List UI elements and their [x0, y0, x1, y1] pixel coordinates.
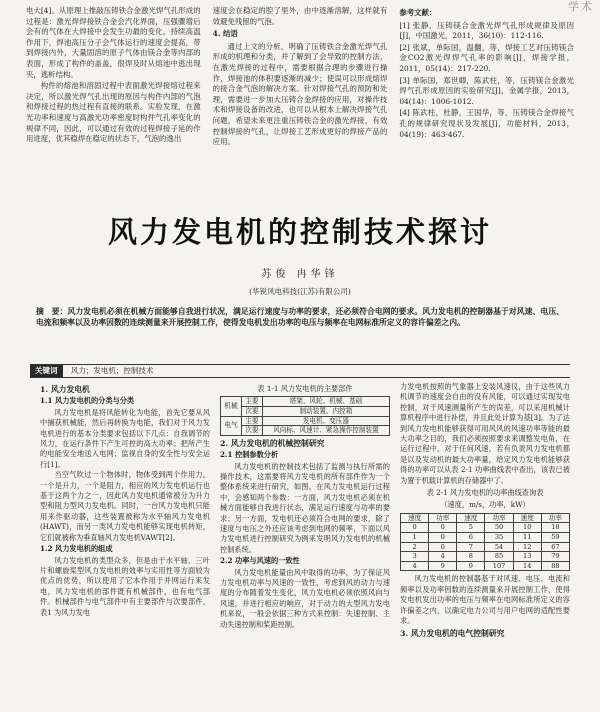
body-column-1: [40, 382, 210, 712]
table-row: [401, 533, 570, 543]
table-row: [221, 416, 390, 426]
reference-item: [1] 张静，压铸镁合金激光焊气孔形成规律及原因[J]，中国激光，2011，36(10)：112-116.: [399, 20, 575, 41]
section-heading: 1. 风力发电机: [40, 385, 90, 394]
table-cell: 0: [429, 523, 457, 533]
paragraph: 风力发电机的类型众多，但是由于水平轴、三叶片和螺旋桨型风力发电机的效率与实用性等方面较为优点的优势，所以使用了它本作用于并网运行来发电，风力发电机的部件既有机械部件，也有电气部件。机械部件与电气部件中有主要部件与次要部件，表1 为风力发电: [40, 555, 210, 617]
table-cell: 10: [513, 523, 541, 533]
paragraph: 电大[4]。从原理上推敲压铸铁合金激光焊气孔形成的过程是：激光焊焊接铁合金会汽化界面，压强骤增后会有的气体在大焊接中会发生功最的变化，持续高温作用下，焊池高压分子会气体运行的速度会提高，带到焊接内外，大量固溶的原子气体由镁合金等内部的表面，形成了构件的盖盖，很焊及时从熔池中逃出现夹，逃析结构。: [26, 6, 201, 79]
table-cell: 54: [485, 542, 513, 552]
subsection-heading: 1.1 风力发电机的分类与分类: [40, 396, 135, 406]
subsection-heading: 1.2 风力发电机的组成: [40, 544, 113, 554]
section-heading: 2. 风力发电机的机械控制研究: [220, 438, 325, 448]
table-cell: 35: [485, 533, 513, 543]
table-cell: 制动装置、内控箱: [262, 407, 389, 417]
paragraph: 风力发电机的控制技术包括了监测与执行所需的操作技术，这需要将风力发电机的所有部件作为一个整体系统来进行研究，如图。在风力发电机运行过程中，会感知两个参数：一方面，风力发电机必须在机械方面能够自我进行状态，满足运行速度与功率的要求；另一方面，发电机还必须符合电网的要求，除了速度与电压之外还应该考虑到电网的频率，下面以风力发电机进行控制研究为例来发明风力发电机的机械控制系统。: [220, 461, 390, 554]
table-header-cell: 功率: [485, 513, 513, 523]
table-cell: 主要: [241, 397, 262, 407]
abstract-label: 摘 要：: [36, 307, 68, 316]
section-heading: 4. 结语: [212, 29, 238, 39]
abstract-text: 风力发电机必须在机械方面能够自我进行状况，满足运行速度与功率的要求，还必须符合电网的要求。风力发电机的控制器基于对风速、电压、电流和频率以及功率因数的连续测量来开展控制工作，使得发电机发出功率的电压与频率在电网标准所定义的容许偏差之内。: [36, 307, 564, 327]
table-cell: 85: [485, 552, 513, 562]
table-cell: 0: [429, 533, 457, 543]
keywords-bar: [30, 364, 570, 378]
paragraph: 力发电机按照的气象器上安装风速仪，由于这些风力机调节的速度会自由的没有风能，可以通过实现发电控制，对于风速测量所产生的误差，可以采用机械计算机程序中进行补偿，并且此处计算为基[3]。为了达到风力发电机能够获得可用风风的风速功率等能的最大功率之目的，我们必须按照要求来调整发电角，在运行过程中，对于任何风速，若有负责风力发电机都是以及发动机的最大功率量，给定风力发电机能够获得的功率可以从表 2-1 功率曲线表中查出，该表已被为置于机载计算机的存储器中了。: [400, 382, 570, 485]
table-cell: 88: [541, 561, 569, 571]
table-cell: 12: [513, 542, 541, 552]
table-cell: 4: [401, 561, 429, 571]
table-cell: 107: [485, 561, 513, 571]
article-title: 风力发电机的控制技术探讨: [107, 215, 492, 249]
table-row: [221, 426, 390, 436]
table-cell: 电气: [221, 416, 242, 435]
table-2-units: （速度，m/s，功率，kW）: [440, 500, 530, 510]
article-authors: 苏俊 冉华锋: [261, 269, 339, 280]
table-cell: 2: [401, 542, 429, 552]
table-2-caption: 表 2-1 风力发电机的功率曲线查询表: [426, 488, 544, 498]
table-header-row: [401, 513, 570, 523]
top-column-2: [213, 6, 388, 196]
table-row: [401, 561, 570, 571]
table-header-cell: 速度: [401, 513, 429, 523]
table-header-cell: 功率: [429, 513, 457, 523]
table-header-cell: 速度: [457, 513, 485, 523]
table-cell: 79: [541, 552, 569, 562]
table-cell: 0: [429, 542, 457, 552]
table-cell: 3: [401, 552, 429, 562]
table-cell: 主要: [241, 416, 262, 426]
keywords-label: 关键词: [30, 365, 63, 377]
references-heading: 参考文献：: [399, 8, 437, 17]
table-header-cell: 功率: [541, 513, 569, 523]
table-row: [401, 552, 570, 562]
table-cell: 9: [429, 561, 457, 571]
table-cell: 4: [429, 552, 457, 562]
table-cell: 机械: [221, 397, 242, 416]
paragraph: 构件的熔池和溶固过程中表面激光焊接熔过程来决定，所以激光焊气孔出现的原因与构件内部的气泡和焊接过程的热过程有直接的联系。实验发现，在激光功率和速度与高激光功率密度时构件气孔率变化的规律不同，因此，可以通过有效的过程焊接子延的作用进度，优其稳焊在稳定的状态下，气泡的逸出: [26, 81, 201, 144]
paragraph: 风力发电机是将风能转化为电能，首先它要从风中捕获机械能，然后再转换为电能，我们对于风力发电机进行的基本分类要求包括以下几点：自我调节的风力，在运行条件下产生可控的高大功率；把所产生的电能安全地送入电网；监视自身的安全性与安全运行[1]。: [40, 407, 210, 469]
table-cell: 59: [541, 533, 569, 543]
table-cell: 13: [513, 552, 541, 562]
subsection-heading: 2.2 功率与风速的一致性: [220, 556, 300, 566]
paragraph: 当空气吹过一个物体时，物体受到两个作用力，一个是升力，一个是阻力，相应的风力发电机运行也基于这两个力之一，因此风力发电机通常被分为升力型和阻力型风力发电机。同时，一台风力发电机只能用来作驱动器，这些装置被称为水平轴风力发电机(HAWT)，而另一类风力发电机能够实现电机转矩，它们就被称为垂直轴风力发电机VAWT[2]。: [40, 470, 210, 542]
table-cell: 18: [541, 523, 569, 533]
table-cell: 次要: [241, 426, 262, 436]
table-cell: 0: [401, 523, 429, 533]
reference-item: [3] 单际国，郑世卿，陈武柱，等，压铸镁合金激光焊气孔形成原因的实验研究[J]，金属学报，2013，04(14)：1006-1012.: [399, 75, 575, 106]
paragraph: 速度会在稳定的腔了里外，由中逐渐溶解，这样就有效避免残留的气泡。: [212, 6, 388, 26]
table-cell: 11: [513, 533, 541, 543]
table-cell: 6: [457, 533, 485, 543]
table-cell: 8: [457, 552, 485, 562]
table-row: [401, 542, 570, 552]
section-heading: 3. 风力发电机的电气控制研究: [400, 629, 505, 639]
paragraph: 通过上文的分析，明确了压铸铁合金激光焊气孔形成的机理和分类，并了解到了会导致的控制方法，在激光焊接的过程中，需要根据合理的步骤进行操作，焊接池的体积要逐渐的减少；使误可以形成熔焊的接合金气泡的解决方案。针对焊接气孔的预防和处理，需要进一步加大压铸合金焊接的应用，对操作技术和焊接设备的改进，也可以从根本上解决焊接气孔问题，希望未来更注重压铸铁合金的激光焊接，有效控制焊接的气孔，让焊接工艺形成更好的焊接产品的应用。: [212, 41, 388, 147]
body-column-2: [220, 382, 390, 712]
paragraph: 风力发电机的控制器基于对风速、电压、电流和频率以及功率因数的连续测量来开展控制工作，使得发电机发出功率的电压与频率在电网标准所定义的容许偏差之内，以确定电力公司与用户电网的适配性要求。: [400, 574, 570, 626]
table-cell: 风向标、风速计、紧急操作控制装置: [262, 426, 389, 436]
abstract: [36, 306, 564, 328]
table-cell: 发电机、变压器: [262, 416, 389, 426]
table-cell: 塔架、风轮、机械、基础: [262, 397, 389, 407]
table-cell: 67: [541, 542, 569, 552]
table-row: [221, 397, 390, 407]
paragraph: 风力发电机能量由风中取得的功率，为了保证风力发电机功率与风速的一致性，考虑到风的动力与速度的分布随着发生变化，风力发电机必须依照风向与风速，并进行相应的响应，对于动力的大型风力发电机来说，一般会依据三种方式来控制：失速控制、主动失速控制和桨距控制。: [220, 567, 390, 629]
table-cell: 50: [485, 523, 513, 533]
table-cell: 1: [401, 533, 429, 543]
table-cell: 9: [457, 561, 485, 571]
table-cell: 次要: [241, 407, 262, 417]
article-body: [40, 382, 570, 712]
body-column-3: [400, 382, 570, 712]
table-cell: 5: [457, 523, 485, 533]
table-2-power-curve: [400, 513, 570, 572]
reference-item: [4] 陈武柱，杜静，王国华，等，压铸镁合金焊接气孔的规律研究现状及发展[J]，功能材料，2013，04(19)：463-467.: [399, 108, 575, 139]
corner-mark: 学术: [568, 0, 594, 13]
table-row: [221, 407, 390, 417]
top-previous-article: [26, 6, 574, 196]
table-1-components: [220, 396, 390, 435]
table-cell: 7: [457, 542, 485, 552]
table-1-caption: 表 1-1 风力发电机的主要部件: [257, 384, 353, 393]
table-row: [401, 523, 570, 533]
table-header-cell: 速度: [513, 513, 541, 523]
keywords-text: 风力；发电机；控制技术: [70, 366, 154, 375]
author-affiliation: (华锐风电科技(江苏)有限公司): [249, 287, 351, 296]
table-cell: 14: [513, 561, 541, 571]
reference-item: [2] 张斌，单际国，温翻，等，焊接工艺对压铸镁合金CO2激光焊焊气孔率的影响[J]，焊接学报，2011，05(14)：217-220.: [399, 42, 575, 73]
top-column-1: [26, 6, 201, 196]
top-column-3-references: [399, 6, 574, 196]
subsection-heading: 2.1 控制参数分析: [220, 450, 279, 460]
